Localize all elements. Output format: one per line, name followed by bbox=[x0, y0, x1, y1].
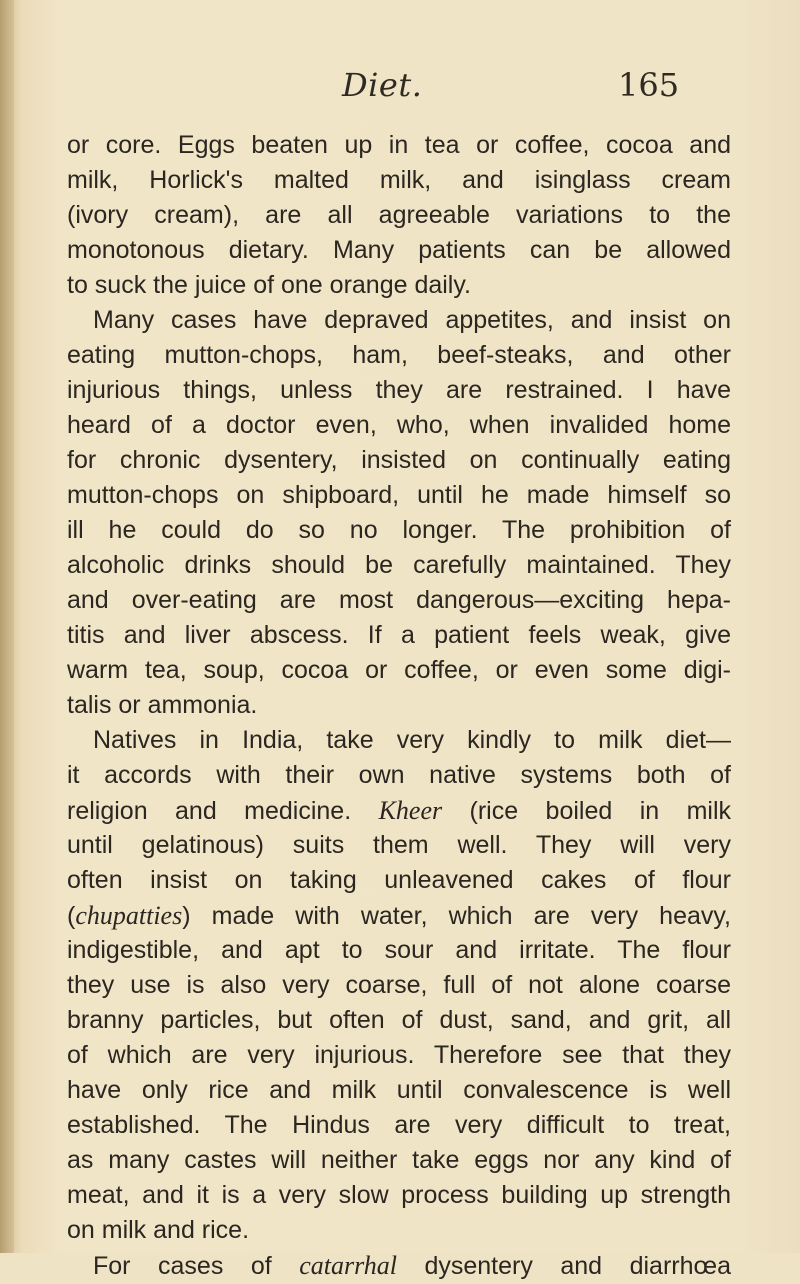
text-line: heard of a doctor even, who, when invalided home bbox=[67, 411, 731, 439]
text-line: established. The Hindus are very difficult to treat, bbox=[67, 1111, 731, 1139]
text-line: for chronic dysentery, insisted on continually eating bbox=[67, 446, 731, 474]
text-line: until gelatinous) suits them well. They will very bbox=[67, 831, 731, 859]
text-segment: (rice boiled in milk bbox=[469, 797, 731, 825]
text-line: and over-eating are most dangerous—exciting hepa- bbox=[67, 586, 731, 614]
text-line: milk, Horlick's malted milk, and isinglass cream bbox=[67, 166, 731, 194]
text-line: Many cases have depraved appetites, and insist on bbox=[93, 306, 731, 334]
text-line: talis or ammonia. bbox=[67, 691, 258, 719]
text-line: injurious things, unless they are restrained. I have bbox=[67, 376, 731, 404]
text-line: mutton-chops on shipboard, until he made himself so bbox=[67, 481, 731, 509]
page-header bbox=[60, 66, 730, 114]
text-segment: ) made with water, which are very heavy, bbox=[182, 902, 731, 930]
running-title: Diet. bbox=[342, 66, 423, 104]
text-line: monotonous dietary. Many patients can be allowed bbox=[67, 236, 731, 264]
text-line: of which are very injurious. Therefore see that they bbox=[67, 1041, 731, 1069]
text-line: on milk and rice. bbox=[67, 1216, 250, 1244]
text-line: indigestible, and apt to sour and irritate. The flour bbox=[67, 936, 731, 964]
text-line: alcoholic drinks should be carefully maintained. They bbox=[67, 551, 731, 579]
text-line: Natives in India, take very kindly to milk diet— bbox=[93, 726, 731, 754]
page-number: 165 bbox=[618, 66, 680, 104]
text-line: it accords with their own native systems both of bbox=[67, 761, 731, 789]
text-line: ill he could do so no longer. The prohibition of bbox=[67, 516, 731, 544]
text-line: or core. Eggs beaten up in tea or coffee, cocoa and bbox=[67, 131, 731, 159]
text-line: eating mutton-chops, ham, beef-steaks, and other bbox=[67, 341, 731, 369]
text-segment: religion and medicine. bbox=[67, 797, 352, 825]
binding-gutter bbox=[0, 0, 14, 1253]
text-segment: For cases of bbox=[93, 1252, 272, 1280]
italic-term-catarrhal: catarrhal bbox=[299, 1251, 397, 1280]
text-line: have only rice and milk until convalescence is well bbox=[67, 1076, 731, 1104]
text-line: often insist on taking unleavened cakes of flour bbox=[67, 866, 731, 894]
italic-term-kheer: Kheer bbox=[378, 796, 443, 825]
text-line: to suck the juice of one orange daily. bbox=[67, 271, 471, 299]
text-line: (ivory cream), are all agreeable variations to the bbox=[67, 201, 731, 229]
body-text bbox=[67, 128, 731, 1283]
italic-term-chupatties: chupatties bbox=[75, 901, 183, 930]
text-line: titis and liver abscess. If a patient feels weak, give bbox=[67, 621, 731, 649]
text-line bbox=[67, 898, 731, 933]
text-line bbox=[67, 793, 731, 828]
text-line: warm tea, soup, cocoa or coffee, or even some digi- bbox=[67, 656, 731, 684]
text-segment: ( bbox=[67, 902, 76, 930]
text-segment: dysentery and diarrhœa bbox=[424, 1252, 731, 1280]
text-line: branny particles, but often of dust, sand, and grit, all bbox=[67, 1006, 731, 1034]
text-line: meat, and it is a very slow process building up strength bbox=[67, 1181, 731, 1209]
text-line: they use is also very coarse, full of not alone coarse bbox=[67, 971, 731, 999]
text-line bbox=[67, 1248, 731, 1283]
text-line: as many castes will neither take eggs nor any kind of bbox=[67, 1146, 731, 1174]
